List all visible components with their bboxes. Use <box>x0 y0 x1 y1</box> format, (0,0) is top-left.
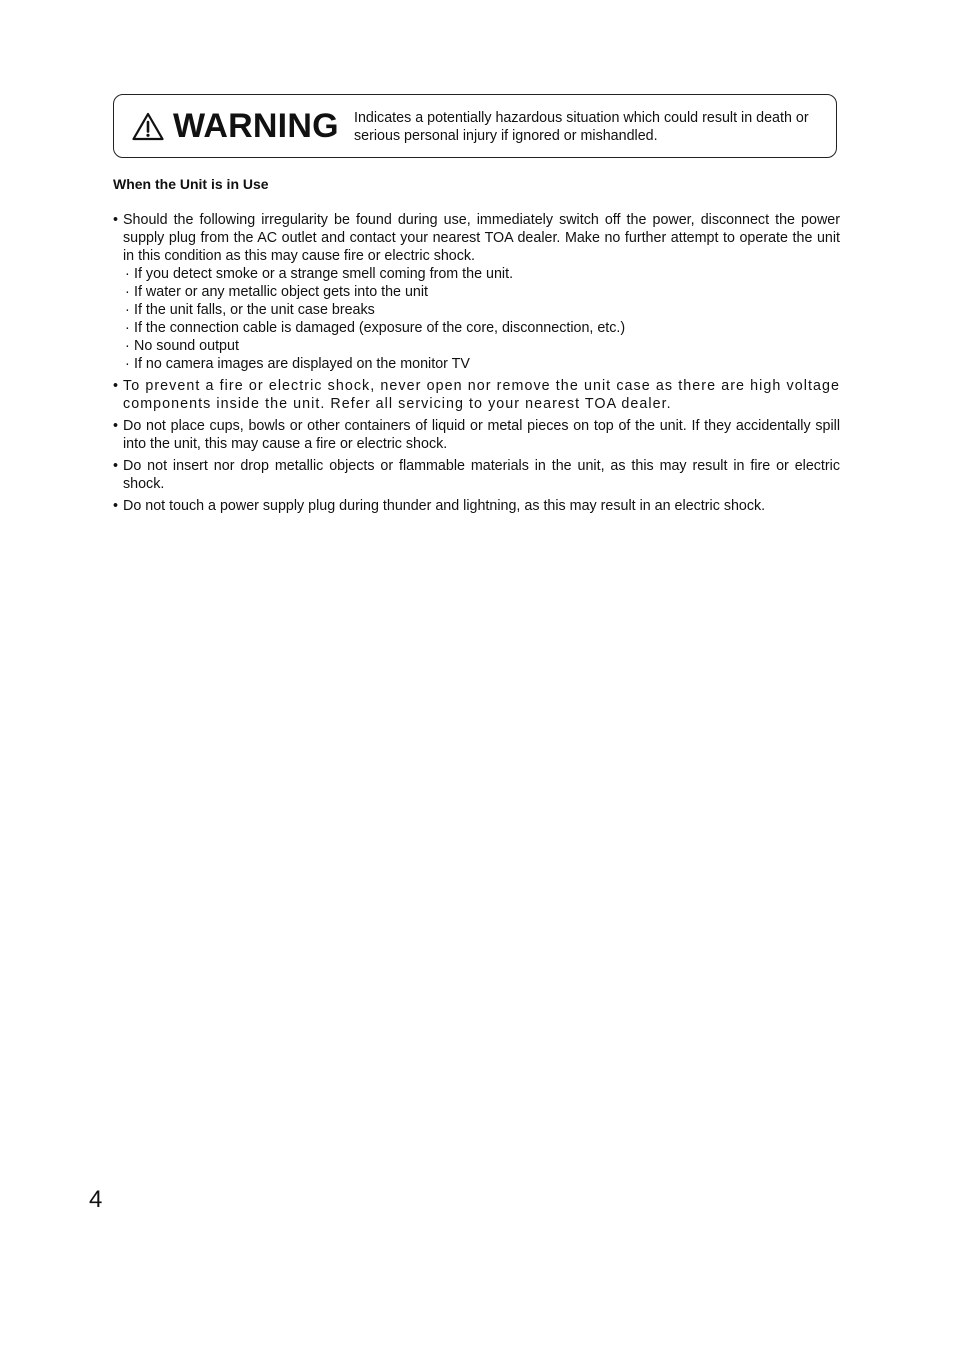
sub-list-item <box>123 355 840 373</box>
sub-bullet-mark: · <box>125 284 130 300</box>
sub-list-item <box>123 265 840 283</box>
sub-bullet-mark: · <box>125 320 130 336</box>
sub-bullet-mark: · <box>125 302 130 318</box>
bullet-mark: • <box>113 212 119 228</box>
sub-list-item <box>123 283 840 301</box>
sub-list-item-text: If no camera images are displayed on the monitor TV <box>134 356 470 372</box>
sub-bullet-mark: · <box>125 356 130 372</box>
sub-list-item-text: If you detect smoke or a strange smell coming from the unit. <box>134 266 514 282</box>
irregularity-sub-list <box>123 265 840 373</box>
sub-list-item <box>123 301 840 319</box>
section-heading: When the Unit is in Use <box>113 176 269 192</box>
bullet-mark: • <box>113 378 120 394</box>
sub-list-item-text: No sound output <box>134 338 239 354</box>
sub-list-item-text: If the connection cable is damaged (exposure of the core, disconnection, etc.) <box>134 320 626 336</box>
sub-list-item-text: If water or any metallic object gets into the unit <box>134 284 429 300</box>
warning-triangle-icon <box>132 112 164 141</box>
list-item <box>113 211 840 373</box>
warning-bullet-list <box>113 211 840 515</box>
list-item <box>113 457 840 493</box>
list-item-text: Should the following irregularity be found during use, immediately switch off the power, disconnect the power supply plug from the AC outlet and contact your nearest TOA dealer. Make no further attempt to operate the unit in this condition as this may cause fire or electric shock. <box>123 212 840 264</box>
sub-list-item <box>123 319 840 337</box>
warning-box <box>113 94 837 158</box>
sub-bullet-mark: · <box>125 266 130 282</box>
list-item-text: Do not touch a power supply plug during thunder and lightning, as this may result in an electric shock. <box>123 498 766 514</box>
warning-title: WARNING <box>173 107 339 145</box>
bullet-mark: • <box>113 458 119 474</box>
bullet-mark: • <box>113 418 119 434</box>
list-item-text: To prevent a fire or electric shock, never open nor remove the unit case as there are high voltage components inside the unit. Refer all servicing to your nearest TOA dealer. <box>123 378 840 412</box>
warning-description: Indicates a potentially hazardous situation which could result in death or serious personal injury if ignored or mishandled. <box>354 110 809 144</box>
sub-list-item <box>123 337 840 355</box>
list-item-text: Do not insert nor drop metallic objects or flammable materials in the unit, as this may result in fire or electric shock. <box>123 458 840 492</box>
list-item <box>113 377 840 413</box>
sub-list-item-text: If the unit falls, or the unit case breaks <box>134 302 375 318</box>
page-number: 4 <box>89 1186 103 1213</box>
list-item <box>113 417 840 453</box>
sub-bullet-mark: · <box>125 338 130 354</box>
bullet-mark: • <box>113 498 119 514</box>
list-item <box>113 497 840 515</box>
list-item-text: Do not place cups, bowls or other containers of liquid or metal pieces on top of the unit. If they accidentally spill into the unit, this may cause a fire or electric shock. <box>123 418 840 452</box>
